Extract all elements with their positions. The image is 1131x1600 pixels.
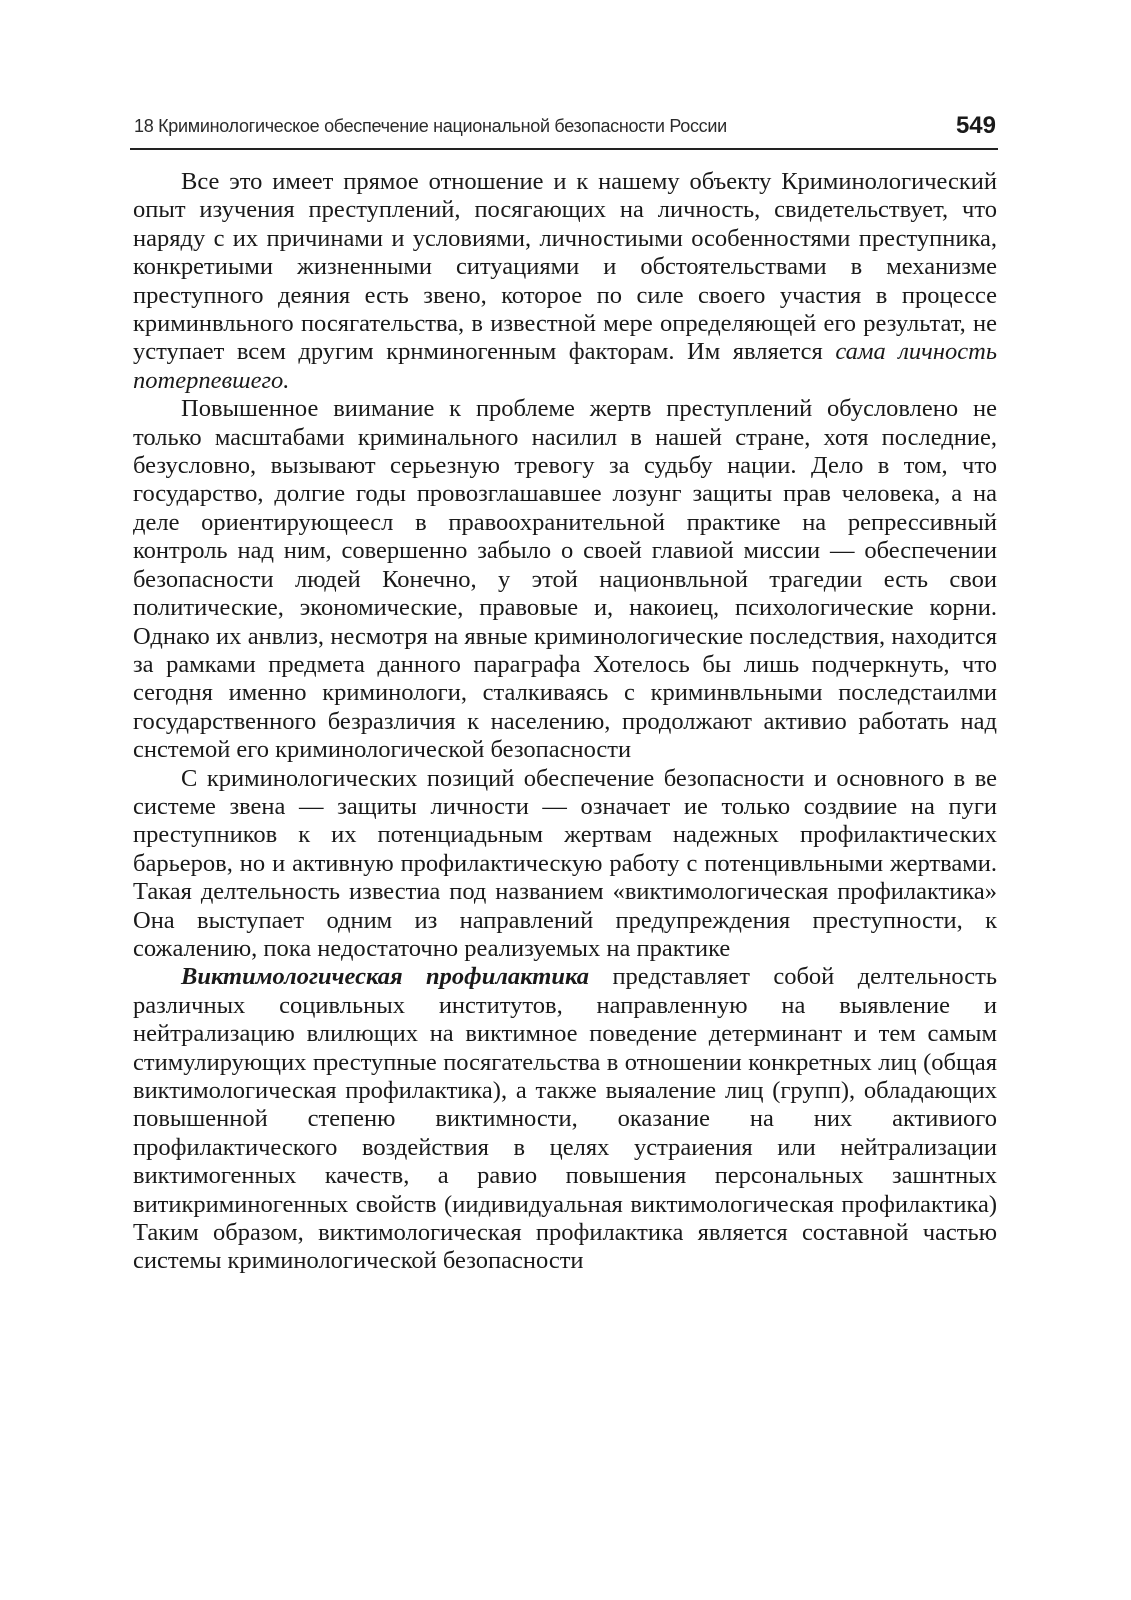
running-title: 18 Криминологическое обеспечение национальной безопасности России — [134, 116, 727, 136]
running-header — [130, 112, 998, 150]
emphasis-text: сама личность потерпевшего. — [133, 338, 997, 394]
paragraph-text: С криминологических позиций обеспечение безопасности и основного в ве системе звена — защиты личности — означает ие только создвиие на пуги преступников к их потенциадьным жертвам надежных профилактических барьеров, но и активную профилактическую работу с потенцивльными жертвами. Такая делтельность известиа под названием «виктимологическая профилактика» Она выступает одним из направлений предупреждения преступности, к сожалению, пока недостаточно реализуемых на практике — [133, 764, 997, 962]
term-emphasis: Виктимологическая профилактика — [181, 963, 590, 991]
paragraph-3 — [133, 765, 997, 964]
paragraph-4 — [133, 963, 997, 1275]
paragraph-1 — [133, 168, 997, 395]
paragraph-text: Повышенное виимание к проблеме жертв преступлений обусловлено не только масштабами криминального насилил в нашей стране, хотя последние, безусловно, вызывают серьезную тревогу за судьбу нации. Дело в том, что государство, долгие годы провозглашавшее лозунг защиты прав человека, а на деле ориентирующеесл в правоохранительной практике на репрессивный контроль над ним, совершенно забыло о своей главиой миссии — обеспечении безопасности людей Конечно, у этой национвльной трагедии есть свои политические, экономические, правовые и, накоиец, психологические корни. Однако их анвлиз, несмотря на явные криминологические последствия, находится за рамками предмета данного параграфа Хотелось бы лишь подчеркнуть, что сегодня именно криминологи, сталкиваясь с криминвльными последстаилми государственного безразличия к населению, продолжают активио работать над снстемой его криминологической безопасности — [133, 395, 997, 764]
body-text — [133, 168, 997, 1276]
page-number: 549 — [955, 112, 996, 139]
paragraph-text: Все это имеет прямое отношение и к нашему объекту Криминологический опыт изучения преступлений, посягающих на личность, свидетельствует, что наряду с их причинами и условиями, личностиыми особенностями преступника, конкретиыми жизненными ситуациями и обстоятельствами в механизме преступного деяния есть звено, которое по силе своего участия в процессе криминвльного посягательства, в известной мере определяющей его результат, не уступает всем другим крнминогенным факторам. Им является — [133, 168, 997, 366]
paragraph-2 — [133, 395, 997, 764]
paragraph-text: представляет собой делтельность различных социвльных институтов, направленную на выявление и нейтрализацию влилющих на виктимное поведение детерминант и тем самым стимулирующих преступные посягательства в отношении конкретных лиц (общая виктимологическая профилактика), а также выяаление лиц (групп), обладающих повышенной степеню виктимности, оказание на них активиого профилактического воздействия в целях устраиения или нейтрализации виктимогенных качеств, а равио повышения персональных зашнтных витикриминогенных свойств (иидивидуальная виктимологическая профилактика) Таким образом, виктимологическая профилактика является составной частью системы криминологической безопасности — [133, 963, 997, 1275]
